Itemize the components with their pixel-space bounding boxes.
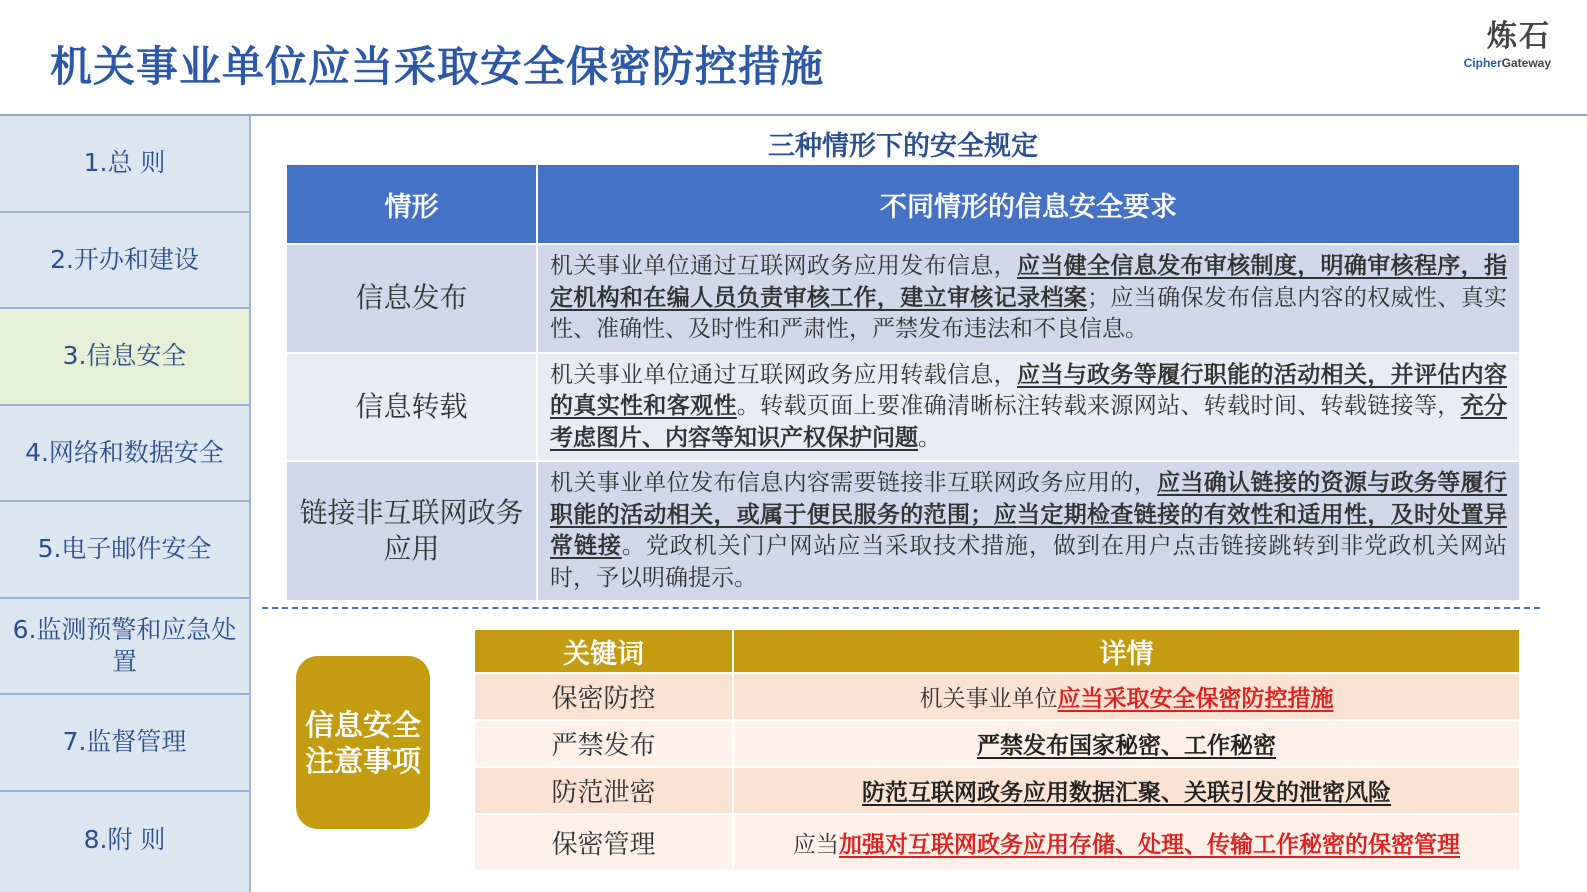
sidebar-nav <box>0 116 251 892</box>
requirement-emphasis: 充分考虑图片、内容等知识产权保护问题 <box>550 393 1508 451</box>
sidebar-item-general[interactable]: 1.总 则 <box>0 116 249 213</box>
sidebar-item-information-security[interactable]: 3.信息安全 <box>0 309 249 406</box>
column-header-detail: 详情 <box>733 629 1520 673</box>
requirement-emphasis: 应当与政务等履行职能的活动相关，并评估内容的真实性和客观性 <box>550 361 1508 419</box>
situation-cell: 信息转载 <box>286 353 537 462</box>
logo-en-part-b: Gateway <box>1501 56 1551 70</box>
section-divider <box>262 607 1540 609</box>
detail-cell <box>733 814 1520 870</box>
requirement-cell <box>537 353 1520 462</box>
sidebar-item-appendix[interactable]: 8.附 则 <box>83 824 166 854</box>
table-row <box>474 767 1520 814</box>
requirement-cell <box>537 244 1520 353</box>
detail-cell <box>733 767 1520 814</box>
detail-text: 机关事业单位 <box>919 686 1058 712</box>
requirement-text: 。 <box>918 424 941 451</box>
sidebar-item-opening-construction[interactable]: 2.开办和建设 <box>0 213 249 310</box>
sidebar-item-network-data-security[interactable]: 4.网络和数据安全 <box>0 406 249 503</box>
keyword-cell: 保密管理 <box>474 814 733 870</box>
requirement-text: 。党政机关门户网站应当采取技术措施，做到在用户点击链接跳转到非党政机关网站时，予以明确提示。 <box>550 533 1508 591</box>
column-header-keyword: 关键词 <box>474 629 733 673</box>
keyword-table <box>473 628 1521 871</box>
detail-emphasis: 应当采取安全保密防控措施 <box>1057 686 1334 712</box>
table-row <box>474 720 1520 767</box>
rules-table <box>285 163 1521 602</box>
column-header-requirements: 不同情形的信息安全要求 <box>537 164 1520 244</box>
logo-chinese-text: 炼石 <box>1487 19 1551 54</box>
column-header-situation: 情形 <box>286 164 537 244</box>
requirement-emphasis: 应当健全信息发布审核制度，明确审核程序，指定机构和在编人员负责审核工作，建立审核记录档案 <box>550 253 1508 311</box>
detail-emphasis: 加强对互联网政务应用存储、处理、传输工作秘密的保密管理 <box>839 831 1460 858</box>
detail-text: 应当 <box>793 831 839 858</box>
logo-english-text <box>1464 56 1551 70</box>
rules-table-header <box>286 164 1520 244</box>
requirement-text: 。转载页面上要准确清晰标注转载来源网站、转载时间、转载链接等， <box>736 393 1461 419</box>
notice-badge: 信息安全注意事项 <box>296 656 430 829</box>
detail-cell <box>733 673 1520 720</box>
table-row <box>286 244 1520 353</box>
rules-table-title: 三种情形下的安全规定 <box>768 131 1038 162</box>
table-row <box>286 353 1520 462</box>
requirement-text: 机关事业单位发布信息内容需要链接非互联网政务应用的， <box>550 470 1158 496</box>
keyword-table-header <box>474 629 1520 673</box>
requirement-text: 机关事业单位通过互联网政务应用转载信息， <box>550 361 1017 388</box>
keyword-cell: 保密防控 <box>474 673 733 720</box>
keyword-cell: 防范泄密 <box>474 767 733 814</box>
situation-cell: 信息发布 <box>286 244 537 353</box>
sidebar-item-monitoring-emergency[interactable]: 6.监测预警和应急处置 <box>0 599 249 696</box>
detail-emphasis: 防范互联网政务应用数据汇聚、关联引发的泄密风险 <box>862 780 1391 806</box>
keyword-cell: 严禁发布 <box>474 720 733 767</box>
logo-en-part-a: Cipher <box>1463 56 1502 70</box>
page-title: 机关事业单位应当采取安全保密防控措施 <box>50 42 825 91</box>
requirement-text: 机关事业单位通过互联网政务应用发布信息， <box>550 253 1017 279</box>
table-row <box>474 814 1520 870</box>
brand-logo <box>1464 18 1551 70</box>
requirement-cell <box>537 461 1520 601</box>
table-row <box>286 461 1520 601</box>
sidebar-item-supervision[interactable]: 7.监督管理 <box>0 695 249 792</box>
situation-cell: 链接非互联网政务应用 <box>286 461 537 601</box>
detail-emphasis: 严禁发布国家秘密、工作秘密 <box>977 733 1276 759</box>
requirement-text: ；应当确保发布信息内容的权威性、真实性、准确性、及时性和严肃性，严禁发布违法和不良信息。 <box>550 284 1508 342</box>
sidebar-item-email-security[interactable]: 5.电子邮件安全 <box>0 502 249 599</box>
detail-cell <box>733 720 1520 767</box>
table-row <box>474 673 1520 720</box>
requirement-emphasis: 应当确认链接的资源与政务等履行职能的活动相关，或属于便民服务的范围；应当定期检查链接的有效性和适用性，及时处置异常链接 <box>550 470 1508 559</box>
